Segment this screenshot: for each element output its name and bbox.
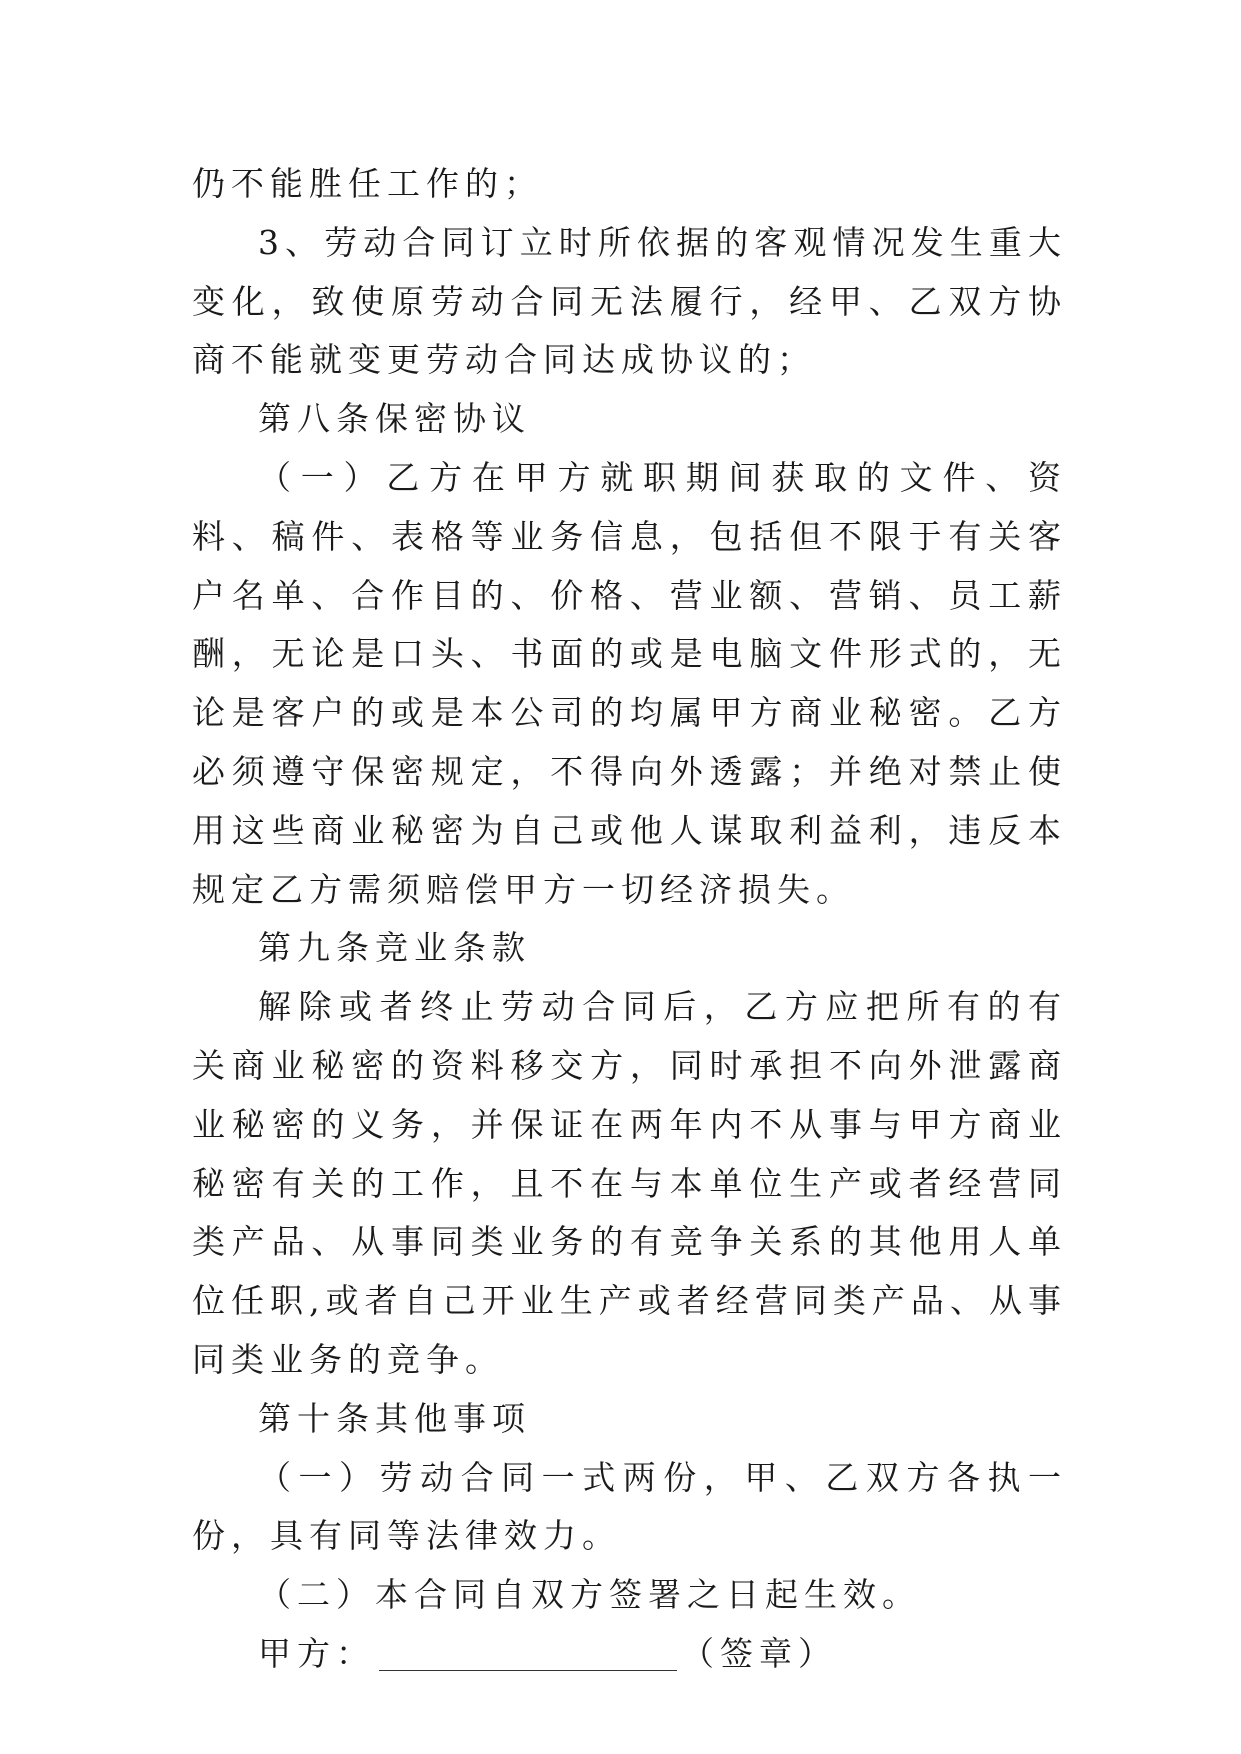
heading-article-8: 第八条保密协议 bbox=[258, 399, 531, 439]
paragraph-clause-3: 3、劳动合同订立时所依据的客观情况发生重大变化，致使原劳动合同无法履行，经甲、乙双方协商不能就变更劳动合同达成协议的； bbox=[192, 222, 1067, 380]
signature-party-label: 甲方： bbox=[258, 1633, 375, 1673]
signature-blank[interactable] bbox=[379, 1640, 677, 1671]
signature-line-party-a bbox=[192, 1625, 1067, 1684]
paragraph-effective-date: （二）本合同自双方签署之日起生效。 bbox=[258, 1575, 921, 1615]
paragraph-continuation: 仍不能胜任工作的； bbox=[192, 164, 543, 203]
paragraph-copies: （一）劳动合同一式两份，甲、乙双方各执一份，具有同等法律效力。 bbox=[192, 1457, 1067, 1556]
heading-article-10: 第十条其他事项 bbox=[258, 1398, 531, 1438]
heading-article-9: 第九条竞业条款 bbox=[258, 928, 531, 968]
document-page bbox=[192, 155, 1067, 1684]
signature-seal-label: （签章） bbox=[681, 1633, 837, 1673]
paragraph-non-compete: 解除或者终止劳动合同后，乙方应把所有的有关商业秘密的资料移交方，同时承担不向外泄露商业秘密的义务，并保证在两年内不从事与甲方商业秘密有关的工作，且不在与本单位生产或者经营同类产品、从事同类业务的有竞争关系的其他用人单位任职,或者自己开业生产或者经营同类产品、从事同类业务的竞争。 bbox=[192, 987, 1067, 1379]
paragraph-confidentiality: （一）乙方在甲方就职期间获取的文件、资料、稿件、表格等业务信息，包括但不限于有关客户名单、合作目的、价格、营业额、营销、员工薪酬，无论是口头、书面的或是电脑文件形式的，无论是客户的或是本公司的均属甲方商业秘密。乙方必须遵守保密规定，不得向外透露；并绝对禁止使用这些商业秘密为自己或他人谋取利益利，违反本规定乙方需须赔偿甲方一切经济损失。 bbox=[192, 457, 1067, 909]
